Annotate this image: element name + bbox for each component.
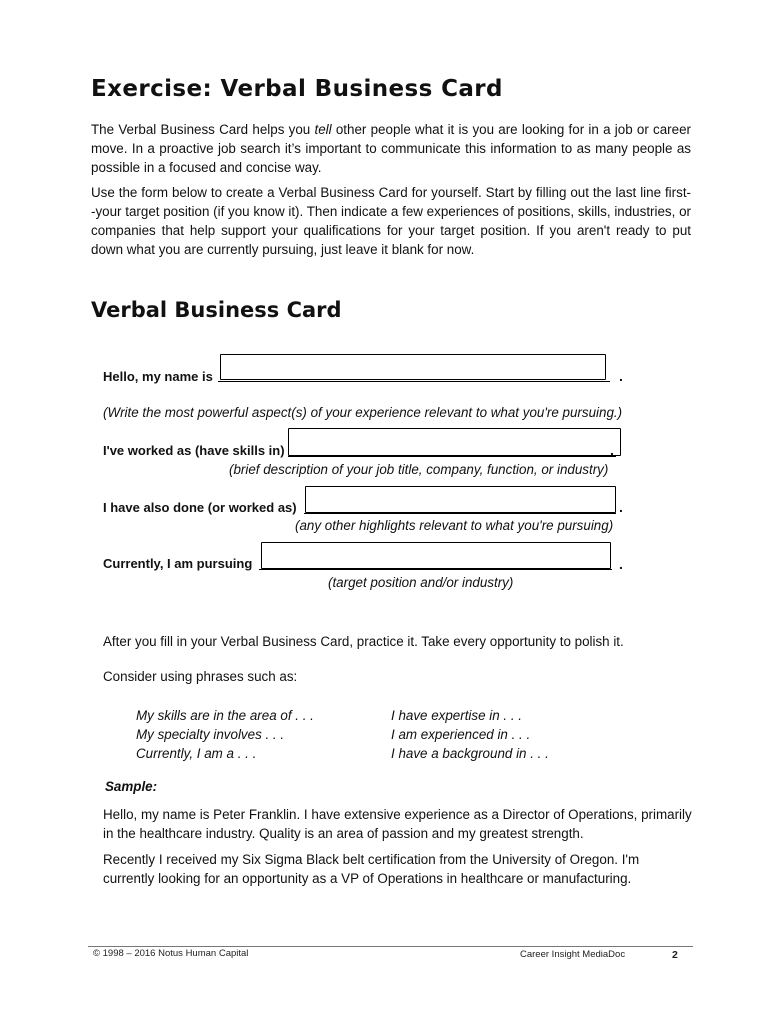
also-underline	[304, 513, 616, 514]
sample-label: Sample:	[105, 779, 158, 794]
pursuing-label: Currently, I am pursuing	[103, 556, 253, 571]
name-underline	[218, 381, 610, 382]
intro-paragraph-1	[91, 120, 691, 177]
pursuing-input[interactable]	[261, 542, 611, 569]
name-label: Hello, my name is	[103, 369, 213, 384]
worked-input[interactable]	[288, 428, 621, 456]
name-period: .	[619, 368, 623, 384]
after-text: After you fill in your Verbal Business Card, practice it. Take every opportunity to polish it.	[103, 634, 624, 649]
phrase-item: My specialty involves . . .	[136, 727, 285, 742]
page-title: Exercise: Verbal Business Card	[91, 76, 503, 102]
footer-doc-name: Career Insight MediaDoc	[520, 949, 626, 960]
intro-paragraph-2: Use the form below to create a Verbal Business Card for yourself. Start by filling out the last line first--your target position (if you know it). Then indicate a few experiences of positions, skills, industries, or companies that help support your qualifications for your target position. If you aren't ready to put down what you are currently pursuing, just leave it blank for now.	[91, 185, 691, 257]
also-period: .	[619, 499, 623, 515]
phrase-item: I have expertise in . . .	[391, 708, 522, 723]
worked-label: I've worked as (have skills in)	[103, 443, 285, 458]
phrase-item: I am experienced in . . .	[391, 727, 531, 742]
phrases-left	[136, 706, 314, 763]
pursuing-underline	[259, 569, 612, 570]
phrase-item: Currently, I am a . . .	[136, 746, 257, 761]
page-number: 2	[672, 949, 678, 961]
pursuing-hint: (target position and/or industry)	[328, 575, 514, 590]
name-input[interactable]	[220, 354, 606, 380]
also-label: I have also done (or worked as)	[103, 500, 297, 515]
sample-paragraph-1: Hello, my name is Peter Franklin. I have extensive experience as a Director of Operations, primarily in the healthcare industry. Quality is an area of passion and my greatest strength.	[103, 807, 692, 841]
worked-period: .	[610, 442, 614, 458]
worked-hint: (brief description of your job title, company, function, or industry)	[229, 462, 609, 477]
worked-underline	[288, 456, 616, 457]
pursuing-period: .	[619, 556, 623, 572]
instruction-text: (Write the most powerful aspect(s) of your experience relevant to what you're pursuing.)	[103, 405, 623, 420]
also-hint: (any other highlights relevant to what you're pursuing)	[295, 518, 614, 533]
phrase-item: I have a background in . . .	[391, 746, 549, 761]
intro-text-emphasis: tell	[314, 122, 332, 137]
section-title: Verbal Business Card	[91, 298, 342, 322]
phrases-right	[391, 706, 549, 763]
intro-text-pre: The Verbal Business Card helps you	[91, 122, 315, 137]
also-input[interactable]	[305, 486, 616, 513]
footer-divider	[88, 946, 693, 947]
footer-copyright: © 1998 – 2016 Notus Human Capital	[93, 948, 249, 959]
consider-text: Consider using phrases such as:	[103, 669, 298, 684]
intro-text-post: other people what it is you are looking for in a job or career move. In a proactive job search it’s important to communicate this information to as many people as possible in a focused and concise way.	[91, 122, 691, 175]
phrase-item: My skills are in the area of . . .	[136, 708, 314, 723]
sample-paragraph-2: Recently I received my Six Sigma Black belt certification from the University of Oregon. I'm currently looking for an opportunity as a VP of Operations in healthcare or manufacturing.	[103, 852, 640, 886]
